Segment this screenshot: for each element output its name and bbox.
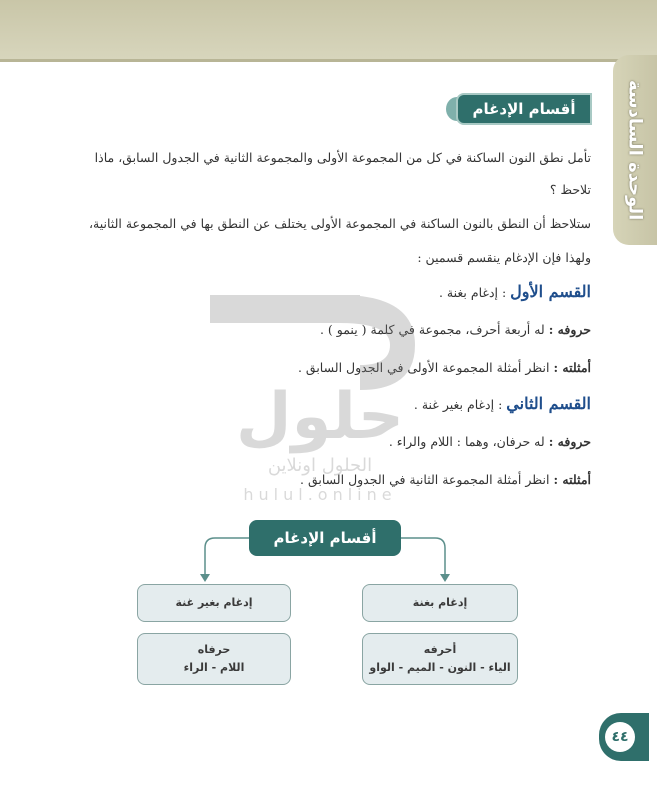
top-header-band: [0, 0, 657, 62]
watermark-tagline: الحلول اونلاين: [267, 455, 373, 476]
second-section-row: [414, 394, 591, 413]
left-letters-label: حرفاه: [197, 643, 231, 657]
diagram-box-without-nasal: [137, 584, 291, 622]
diagram-title: أقسام الإدغام: [249, 520, 401, 556]
first-examples-label: أمثلته :: [553, 360, 591, 375]
left-letters-list: اللام - الراء: [183, 661, 245, 674]
first-letters-label: حروفه :: [548, 322, 591, 337]
intro-line-1: تأمل نطق النون الساكنة في كل من المجموعة الأولى والمجموعة الثانية في الجدول السابق، ماذا: [94, 150, 591, 165]
second-examples-text: انظر أمثلة المجموعة الثانية في الجدول السابق .: [300, 472, 550, 487]
watermark: [200, 290, 440, 520]
first-examples-text: انظر أمثلة المجموعة الأولى في الجدول السابق .: [297, 360, 550, 375]
watermark-domain: hulul.online: [243, 485, 397, 504]
second-section-desc: : إدغام بغير غنة .: [413, 397, 503, 412]
diagram-with-nasal-label: إدغام بغنة: [412, 596, 468, 610]
observation-line-2: ولهذا فإن الإدغام ينقسم قسمين :: [417, 250, 591, 265]
second-section-title: القسم الثاني: [506, 394, 591, 413]
diagram-box-right-letters: [362, 633, 518, 685]
intro-line-2: تلاحظ ؟: [549, 182, 591, 197]
page-number: ٤٤: [605, 722, 635, 752]
section-heading: أقسام الإدغام: [456, 93, 592, 125]
diagram-box-left-letters: [137, 633, 291, 685]
first-section-title: القسم الأول: [510, 282, 591, 301]
first-section-desc: : إدغام بغنة .: [438, 285, 507, 300]
first-letters-text: له أربعة أحرف، مجموعة في كلمة ( ينمو ) .: [319, 322, 545, 337]
watermark-word: حلول: [236, 380, 404, 454]
unit-side-tab: [613, 55, 657, 245]
page-number-badge: [599, 713, 649, 761]
unit-title: الوحدة السادسة: [624, 79, 646, 221]
second-examples-label: أمثلته :: [553, 472, 591, 487]
diagram-without-nasal-label: إدغام بغير غنة: [175, 596, 253, 610]
first-section-row: [439, 282, 591, 301]
right-letters-list: الياء - النون - الميم - الواو: [369, 661, 511, 674]
second-letters-label: حروفه :: [548, 434, 591, 449]
observation-line-1: ستلاحظ أن النطق بالنون الساكنة في المجموعة الأولى يختلف عن النطق بها في المجموعة الثانية،: [89, 216, 591, 231]
second-letters-text: له حرفان، وهما : اللام والراء .: [388, 434, 545, 449]
diagram-box-with-nasal: [362, 584, 518, 622]
right-letters-label: أحرفه: [423, 643, 457, 657]
